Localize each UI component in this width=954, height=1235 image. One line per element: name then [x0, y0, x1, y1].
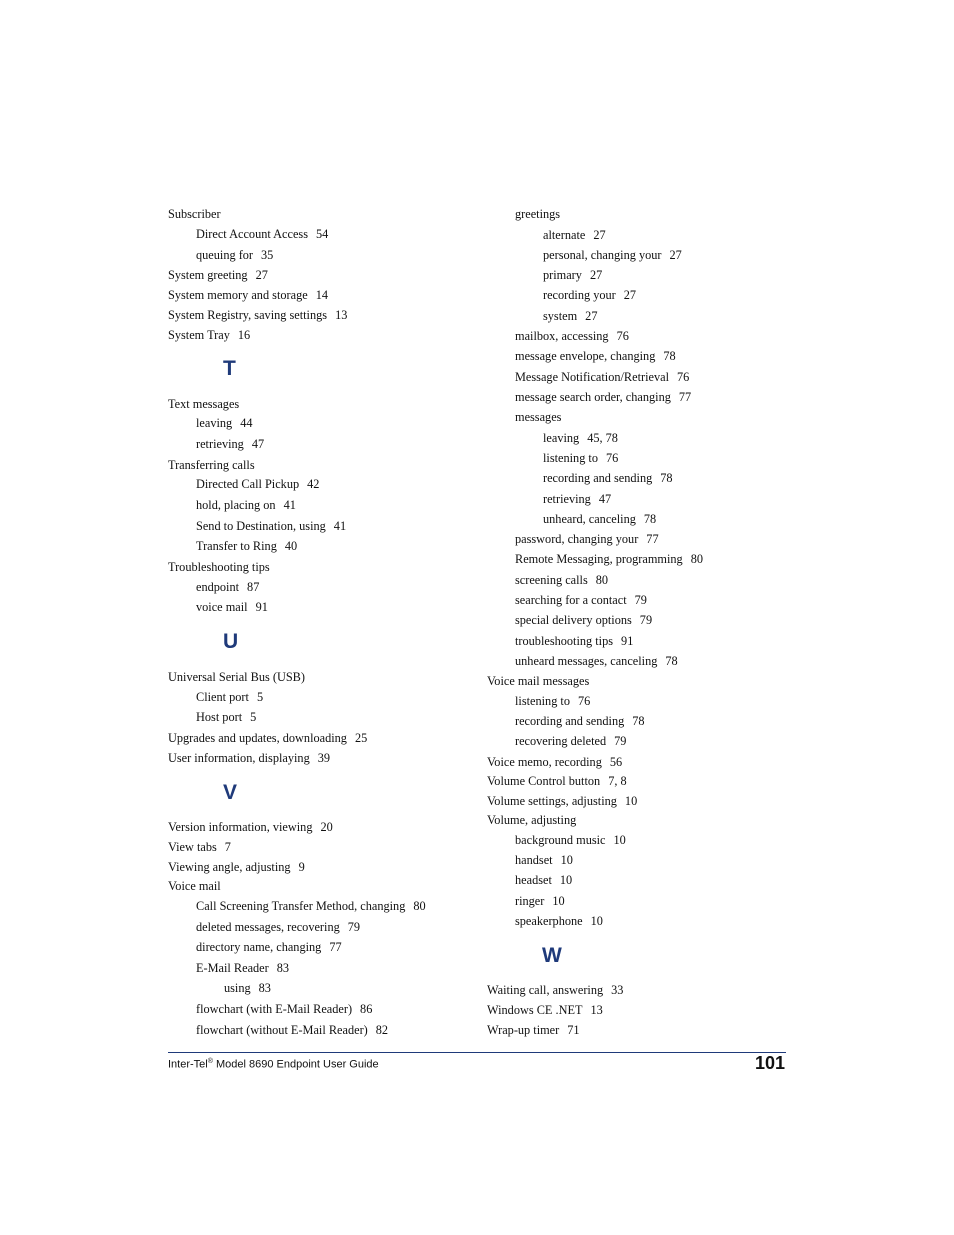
index-entry [196, 227, 328, 241]
index-term: Transferring calls [168, 458, 255, 472]
index-page-ref: 27 [585, 309, 598, 323]
index-entry [515, 734, 626, 748]
index-term: unheard messages, canceling [515, 654, 658, 668]
index-term: recovering deleted [515, 734, 607, 748]
index-page-ref: 5 [256, 690, 264, 704]
index-page-ref: 79 [639, 613, 653, 627]
index-term: retrieving [196, 437, 244, 451]
index-page-ref: 44 [240, 416, 253, 430]
index-page-ref: 76 [616, 329, 629, 343]
index-entry [168, 560, 270, 574]
index-entry [487, 1023, 580, 1037]
index-term: Viewing angle, adjusting [168, 860, 291, 874]
index-page-ref: 83 [276, 961, 290, 975]
index-term: endpoint [196, 580, 240, 594]
index-page-ref: 41 [333, 519, 347, 533]
index-term: Wrap-up timer [487, 1023, 560, 1037]
index-entry [543, 451, 618, 465]
index-term: Waiting call, answering [487, 983, 604, 997]
index-page-ref: 77 [646, 532, 659, 546]
index-page-ref: 10 [560, 853, 573, 867]
index-entry [168, 820, 333, 834]
index-entry [515, 613, 652, 627]
index-entry [168, 397, 239, 411]
index-entry [168, 731, 367, 745]
index-entry [487, 983, 623, 997]
index-term: Voice mail messages [487, 674, 590, 688]
index-page-ref: 82 [375, 1023, 389, 1037]
index-page-ref: 76 [677, 370, 690, 384]
index-entry [543, 492, 611, 506]
footer-title: Inter-Tel® Model 8690 Endpoint User Guide [168, 1058, 379, 1071]
index-entry [168, 860, 305, 874]
section-letter: V [223, 781, 238, 804]
index-page-ref: 80 [595, 573, 609, 587]
index-entry [196, 961, 289, 975]
index-entry [168, 458, 255, 472]
index-term: Voice memo, recording [487, 755, 602, 769]
index-page-ref: 78 [632, 714, 645, 728]
index-page-ref: 78 [660, 471, 673, 485]
index-term: greetings [515, 207, 561, 221]
index-page-ref: 7, 8 [608, 774, 627, 788]
index-page-ref: 79 [347, 920, 361, 934]
index-page-ref: 10 [552, 894, 565, 908]
index-page-ref: 27 [593, 228, 606, 242]
index-entry [515, 552, 703, 566]
index-entry [515, 654, 678, 668]
index-page-ref: 41 [283, 498, 296, 512]
index-term: personal, changing your [543, 248, 662, 262]
index-entry [487, 1003, 603, 1017]
index-term: Universal Serial Bus (USB) [168, 670, 305, 684]
index-entry [515, 370, 689, 384]
index-term: background music [515, 833, 606, 847]
index-entry [196, 519, 346, 533]
index-entry [168, 268, 268, 282]
index-term: E-Mail Reader [196, 961, 269, 975]
index-page-ref: 20 [320, 820, 333, 834]
index-page-ref: 27 [669, 248, 682, 262]
index-term: messages [515, 410, 562, 424]
index-term: Version information, viewing [168, 820, 313, 834]
index-entry [543, 431, 618, 445]
index-page-ref: 45, 78 [587, 431, 618, 445]
index-page-ref: 77 [678, 390, 692, 404]
index-term: system [543, 309, 578, 323]
index-entry [196, 498, 296, 512]
index-entry [168, 751, 330, 765]
index-term: listening to [543, 451, 598, 465]
index-entry [196, 690, 263, 704]
index-term: flowchart (without E-Mail Reader) [196, 1023, 368, 1037]
index-entry [168, 308, 347, 322]
index-term: Voice mail [168, 879, 221, 893]
index-term: recording your [543, 288, 616, 302]
index-page-ref: 40 [284, 539, 298, 553]
index-term: Upgrades and updates, downloading [168, 731, 347, 745]
index-page-ref: 80 [690, 552, 703, 566]
index-term: recording and sending [515, 714, 625, 728]
index-term: password, changing your [515, 532, 639, 546]
index-page-ref: 16 [237, 328, 251, 342]
index-term: screening calls [515, 573, 588, 587]
index-entry [515, 894, 565, 908]
index-entry [543, 248, 682, 262]
index-term: directory name, changing [196, 940, 322, 954]
index-entry [196, 920, 360, 934]
index-page-ref: 5 [250, 710, 257, 724]
index-entry [515, 349, 676, 363]
index-term: System memory and storage [168, 288, 308, 302]
index-page-ref: 42 [307, 477, 320, 491]
index-entry [196, 437, 264, 451]
section-letter: U [223, 630, 239, 653]
index-entry [487, 794, 637, 808]
index-page-ref: 27 [255, 268, 268, 282]
footer-rule [168, 1052, 786, 1053]
index-term: leaving [196, 416, 233, 430]
index-page-ref: 76 [606, 451, 619, 465]
index-term: Host port [196, 710, 243, 724]
index-entry [487, 774, 627, 788]
index-entry [515, 329, 629, 343]
index-term: primary [543, 268, 582, 282]
index-page-ref: 13 [590, 1003, 603, 1017]
index-term: message search order, changing [515, 390, 671, 404]
index-entry [196, 710, 256, 724]
index-entry [515, 714, 645, 728]
index-term: Volume settings, adjusting [487, 794, 617, 808]
index-page-ref: 10 [559, 873, 573, 887]
index-entry [515, 207, 560, 221]
index-page-ref: 39 [317, 751, 331, 765]
index-term: User information, displaying [168, 751, 310, 765]
index-page-ref: 79 [634, 593, 647, 607]
index-term: Text messages [168, 397, 240, 411]
index-term: message envelope, changing [515, 349, 656, 363]
index-entry [515, 532, 659, 546]
index-term: Message Notification/Retrieval [515, 370, 670, 384]
index-entry [515, 634, 633, 648]
index-term: flowchart (with E-Mail Reader) [196, 1002, 353, 1016]
index-page-ref: 9 [298, 860, 305, 874]
index-page-ref: 91 [255, 600, 268, 614]
index-page-ref: 78 [643, 512, 657, 526]
index-entry [515, 694, 590, 708]
index-term: handset [515, 853, 553, 867]
index-term: queuing for [196, 248, 254, 262]
index-page-ref: 80 [413, 899, 426, 913]
index-page-ref: 87 [247, 580, 260, 594]
section-letter: T [223, 357, 236, 380]
index-term: Remote Messaging, programming [515, 552, 683, 566]
index-page-ref: 47 [251, 437, 265, 451]
index-term: voice mail [196, 600, 248, 614]
index-term: speakerphone [515, 914, 583, 928]
index-entry [196, 899, 426, 913]
index-entry [543, 268, 602, 282]
index-term: leaving [543, 431, 580, 445]
index-term: System Tray [168, 328, 230, 342]
index-term: Send to Destination, using [196, 519, 326, 533]
index-entry [196, 600, 268, 614]
index-term: ringer [515, 894, 545, 908]
index-entry [168, 670, 305, 684]
index-term: listening to [515, 694, 570, 708]
index-entry [515, 914, 603, 928]
index-page-ref: 7 [224, 840, 231, 854]
index-entry [196, 1023, 388, 1037]
index-term: alternate [543, 228, 586, 242]
index-entry [543, 471, 673, 485]
index-term: troubleshooting tips [515, 634, 614, 648]
index-term: Transfer to Ring [196, 539, 277, 553]
index-entry [487, 813, 576, 827]
index-entry [543, 309, 597, 323]
index-term: Call Screening Transfer Method, changing [196, 899, 406, 913]
index-entry [196, 539, 297, 553]
index-term: Subscriber [168, 207, 221, 221]
index-page-ref: 10 [590, 914, 603, 928]
index-page-ref: 27 [589, 268, 603, 282]
index-term: System Registry, saving settings [168, 308, 328, 322]
index-term: special delivery options [515, 613, 632, 627]
index-page-ref: 10 [624, 794, 638, 808]
index-term: using [224, 981, 251, 995]
index-page-ref: 86 [360, 1002, 373, 1016]
index-page-ref: 13 [335, 308, 348, 322]
index-term: retrieving [543, 492, 591, 506]
index-page-ref: 78 [665, 654, 678, 668]
index-page-ref: 14 [315, 288, 328, 302]
index-entry [543, 512, 656, 526]
index-term: System greeting [168, 268, 248, 282]
index-entry [196, 580, 259, 594]
index-entry [168, 328, 250, 342]
index-page-ref: 54 [316, 227, 329, 241]
index-entry [487, 674, 589, 688]
index-page-ref: 78 [663, 349, 676, 363]
index-entry [543, 288, 636, 302]
index-entry [168, 840, 231, 854]
index-page-ref: 56 [609, 755, 623, 769]
index-page-ref: 77 [329, 940, 342, 954]
index-entry [168, 207, 221, 221]
index-entry [515, 593, 647, 607]
index-term: Troubleshooting tips [168, 560, 270, 574]
index-entry [168, 288, 328, 302]
index-term: recording and sending [543, 471, 653, 485]
index-page-ref: 33 [611, 983, 624, 997]
section-letter: W [542, 944, 562, 967]
index-term: View tabs [168, 840, 217, 854]
index-entry [487, 755, 622, 769]
index-term: Volume Control button [487, 774, 601, 788]
index-page-ref: 91 [621, 634, 634, 648]
page-number: 101 [754, 1053, 785, 1073]
index-entry [196, 940, 342, 954]
index-page-ref: 47 [598, 492, 612, 506]
index-entry [515, 853, 573, 867]
index-term: headset [515, 873, 552, 887]
index-entry [515, 410, 561, 424]
index-page-ref: 27 [623, 288, 637, 302]
index-entry [543, 228, 606, 242]
index-entry [515, 390, 691, 404]
index-page-ref: 79 [614, 734, 627, 748]
index-entry [515, 833, 626, 847]
index-entry [196, 416, 253, 430]
index-page-ref: 76 [578, 694, 591, 708]
index-term: searching for a contact [515, 593, 627, 607]
index-term: unheard, canceling [543, 512, 636, 526]
index-term: deleted messages, recovering [196, 920, 340, 934]
index-entry [196, 248, 273, 262]
index-term: Volume, adjusting [487, 813, 577, 827]
index-term: Direct Account Access [196, 227, 308, 241]
index-page-ref: 10 [613, 833, 626, 847]
index-page-ref: 83 [258, 981, 271, 995]
index-page-ref: 71 [567, 1023, 580, 1037]
index-term: mailbox, accessing [515, 329, 609, 343]
index-entry [515, 573, 608, 587]
index-entry [168, 879, 221, 893]
index-page-ref: 35 [261, 248, 274, 262]
index-term: Directed Call Pickup [196, 477, 300, 491]
index-entry [196, 1002, 372, 1016]
index-term: hold, placing on [196, 498, 276, 512]
index-term: Windows CE .NET [487, 1003, 583, 1017]
index-entry [196, 477, 319, 491]
index-page-ref: 25 [354, 731, 368, 745]
index-entry [515, 873, 572, 887]
index-term: Client port [196, 690, 249, 704]
index-entry [224, 981, 271, 995]
